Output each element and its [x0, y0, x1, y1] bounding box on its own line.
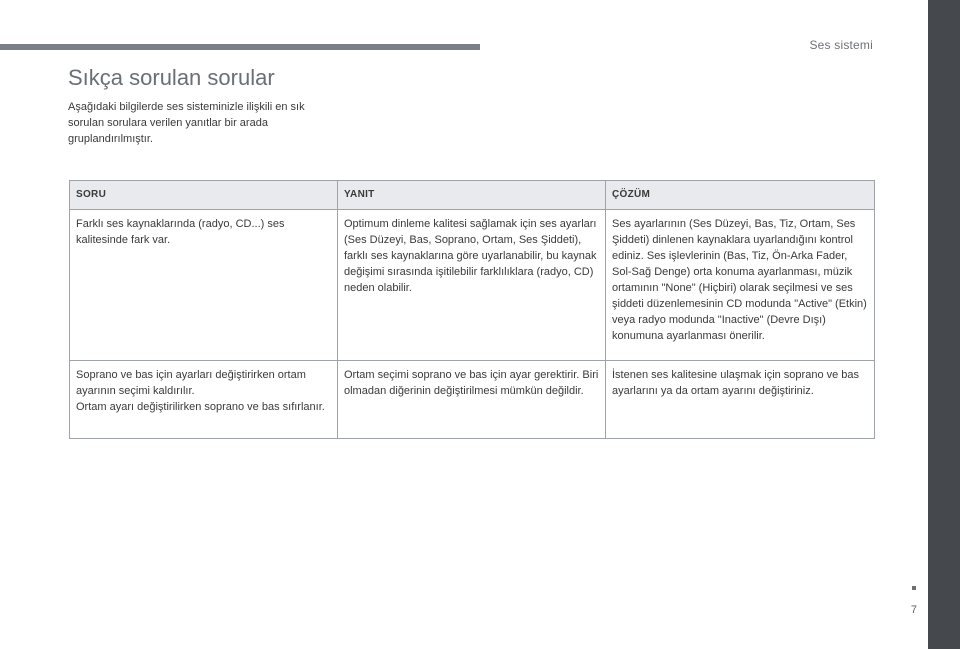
- cell-text: Ortam ayarı değiştirilirken soprano ve bas sıfırlanır.: [76, 401, 325, 413]
- cell-text: Optimum dinleme kalitesi sağlamak için ses ayarları (Ses Düzeyi, Bas, Soprano, Ortam, Ses Şiddeti), farklı ses kaynaklarına göre uyarlanabilir, bu kaynak değişimi sırasında işitilebilir farklılıklara (radyo, CD) neden olabilir.: [344, 218, 597, 294]
- header-divider-bar: [0, 44, 480, 50]
- table-row: [70, 210, 875, 361]
- page-title: Sıkça sorulan sorular: [68, 65, 275, 90]
- table-header-row: [70, 181, 875, 210]
- table-row: [70, 361, 875, 439]
- column-header-yanit: YANIT: [338, 181, 606, 210]
- column-header-soru: SORU: [70, 181, 338, 210]
- section-label: Ses sistemi: [809, 38, 873, 52]
- faq-table: [69, 180, 875, 439]
- intro-paragraph: Aşağıdaki bilgilerde ses sisteminizle ilişkili en sık sorulan sorulara verilen yanıtlar bir arada gruplandırılmıştır.: [68, 101, 305, 145]
- cell-text: Ortam seçimi soprano ve bas için ayar gerektirir. Biri olmadan diğerinin değiştirilmesi mümkün değildir.: [344, 369, 599, 397]
- cell-yanit: [338, 361, 606, 439]
- side-edge-strip: [928, 0, 960, 649]
- column-header-cozum: ÇÖZÜM: [606, 181, 875, 210]
- page-marker-square: [912, 586, 916, 590]
- cell-soru: [70, 210, 338, 361]
- cell-cozum: [606, 361, 875, 439]
- cell-text: İstenen ses kalitesine ulaşmak için soprano ve bas ayarlarını ya da ortam ayarını değiştiriniz.: [612, 369, 860, 397]
- cell-cozum: [606, 210, 875, 361]
- cell-text: Farklı ses kaynaklarında (radyo, CD...) ses kalitesinde fark var.: [76, 218, 285, 246]
- page-number: 7: [910, 604, 917, 616]
- cell-text: Soprano ve bas için ayarları değiştirirken ortam ayarının seçimi kaldırılır.: [76, 369, 306, 397]
- cell-yanit: [338, 210, 606, 361]
- cell-soru: [70, 361, 338, 439]
- cell-text: Ses ayarlarının (Ses Düzeyi, Bas, Tiz, Ortam, Ses Şiddeti) dinlenen kaynaklara uyarlandığını kontrol ediniz. Ses işlevlerinin (Bas, Tiz, Ön-Arka Fader, Sol-Sağ Denge) orta konuma ayarlanması, müzik ortamının "None" (Hiçbiri) olarak seçilmesi ve ses şiddeti düzenlemesinin CD modunda "Active" (Etkin) veya radyo modunda "Inactive" (Devre Dışı) konumuna ayarlanması önerilir.: [612, 218, 867, 342]
